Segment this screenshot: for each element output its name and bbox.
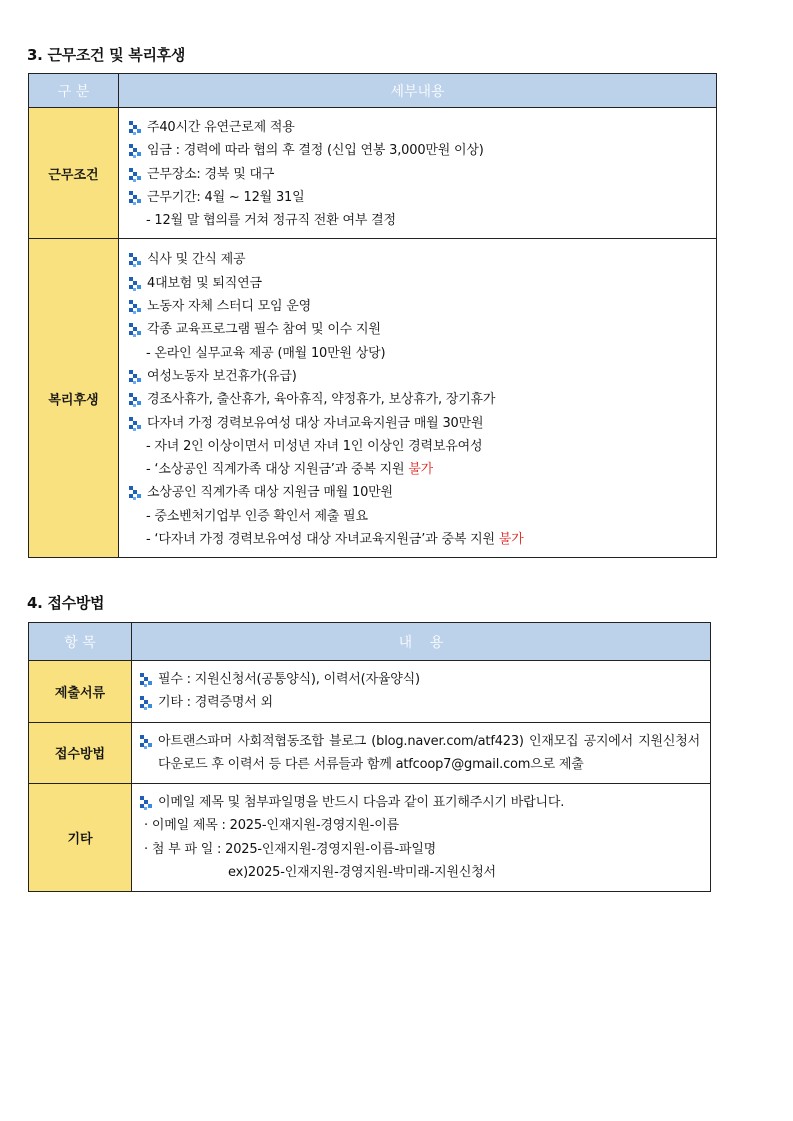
row-content-docs xyxy=(132,661,711,723)
list-item: 여성노동자 보건휴가(유급) xyxy=(129,365,708,388)
list-subitem: - 온라인 실무교육 제공 (매월 10만원 상당) xyxy=(146,345,386,361)
table-row-method xyxy=(29,722,711,784)
table-header-row xyxy=(29,74,717,108)
bullet-icon xyxy=(140,695,152,711)
section-4-title: 4. 접수방법 xyxy=(27,594,105,612)
bullet-icon xyxy=(129,416,141,432)
list-item: 노동자 자체 스터디 모임 운영 xyxy=(129,295,708,318)
row-label-work: 근무조건 xyxy=(29,108,119,239)
bullet-icon xyxy=(129,485,141,501)
row-content-etc xyxy=(132,784,711,892)
table-row-welfare xyxy=(29,239,717,558)
section-3-title: 3. 근무조건 및 복리후생 xyxy=(27,46,186,64)
bullet-icon xyxy=(129,392,141,408)
row-label-welfare: 복리후생 xyxy=(29,239,119,558)
bullet-icon xyxy=(129,299,141,315)
list-subitem: - ‘소상공인 직계가족 대상 지원금’과 중복 지원 불가 xyxy=(146,462,434,478)
list-subitem: · 첨 부 파 일 : 2025-인재지원-경영지원-이름-파일명 xyxy=(144,841,437,857)
list-item: 아트랜스파머 사회적협동조합 블로그 (blog.naver.com/atf423) 인재모집 공지에서 지원신청서 다운로드 후 이력서 등 다른 서류들과 함께 atfcoop7@gmail.com으로 제출 xyxy=(140,730,702,777)
header-item: 항 목 xyxy=(29,623,132,661)
application-table xyxy=(28,622,711,892)
header-category: 구 분 xyxy=(29,74,119,108)
bullet-icon xyxy=(140,734,152,750)
row-content-welfare xyxy=(119,239,717,558)
list-item: 경조사휴가, 출산휴가, 육아휴직, 약정휴가, 보상휴가, 장기휴가 xyxy=(129,388,708,411)
list-item: 이메일 제목 및 첨부파일명을 반드시 다음과 같이 표기해주시기 바랍니다. xyxy=(140,791,702,814)
list-item: 임금 : 경력에 따라 협의 후 결정 (신입 연봉 3,000만원 이상) xyxy=(129,139,708,162)
bullet-icon xyxy=(140,795,152,811)
example-filename: ex)2025-인재지원-경영지원-박미래-지원신청서 xyxy=(228,865,496,881)
table-row-docs xyxy=(29,661,711,723)
list-subitem: - 중소벤처기업부 인증 확인서 제출 필요 xyxy=(146,508,368,524)
list-item: 근무장소: 경북 및 대구 xyxy=(129,163,708,186)
list-subitem: - ‘다자녀 가정 경력보유여성 대상 자녀교육지원금’과 중복 지원 불가 xyxy=(146,532,524,548)
list-item: 근무기간: 4월 ~ 12월 31일 xyxy=(129,186,708,209)
list-subitem: · 이메일 제목 : 2025-인재지원-경영지원-이름 xyxy=(144,818,399,834)
bullet-icon xyxy=(129,276,141,292)
bullet-icon xyxy=(129,167,141,183)
not-allowed-text: 불가 xyxy=(498,532,524,548)
list-item: 필수 : 지원신청서(공통양식), 이력서(자율양식) xyxy=(140,668,702,691)
row-content-work xyxy=(119,108,717,239)
header-content: 내 용 xyxy=(132,623,711,661)
list-item: 주40시간 유연근로제 적용 xyxy=(129,116,708,139)
table-row-etc xyxy=(29,784,711,892)
list-subitem: - 자녀 2인 이상이면서 미성년 자녀 1인 이상인 경력보유여성 xyxy=(146,438,483,454)
row-content-method xyxy=(132,722,711,784)
list-item: 각종 교육프로그램 필수 참여 및 이수 지원 xyxy=(129,318,708,341)
bullet-icon xyxy=(129,369,141,385)
list-item: 기타 : 경력증명서 외 xyxy=(140,691,702,714)
not-allowed-text: 불가 xyxy=(408,462,434,478)
table-header-row xyxy=(29,623,711,661)
bullet-icon xyxy=(129,252,141,268)
bullet-icon xyxy=(129,190,141,206)
bullet-icon xyxy=(129,143,141,159)
list-subitem: - 12월 말 협의를 거쳐 정규직 전환 여부 결정 xyxy=(146,213,396,229)
row-label-docs: 제출서류 xyxy=(29,661,132,723)
bullet-icon xyxy=(129,322,141,338)
list-item: 다자녀 가정 경력보유여성 대상 자녀교육지원금 매월 30만원 xyxy=(129,412,708,435)
bullet-icon xyxy=(129,120,141,136)
list-item: 소상공인 직계가족 대상 지원금 매월 10만원 xyxy=(129,481,708,504)
work-conditions-table xyxy=(28,73,717,558)
bullet-icon xyxy=(140,672,152,688)
header-details: 세부내용 xyxy=(119,74,717,108)
list-item: 4대보험 및 퇴직연금 xyxy=(129,272,708,295)
row-label-etc: 기타 xyxy=(29,784,132,892)
table-row-work xyxy=(29,108,717,239)
row-label-method: 접수방법 xyxy=(29,722,132,784)
list-item: 식사 및 간식 제공 xyxy=(129,248,708,271)
